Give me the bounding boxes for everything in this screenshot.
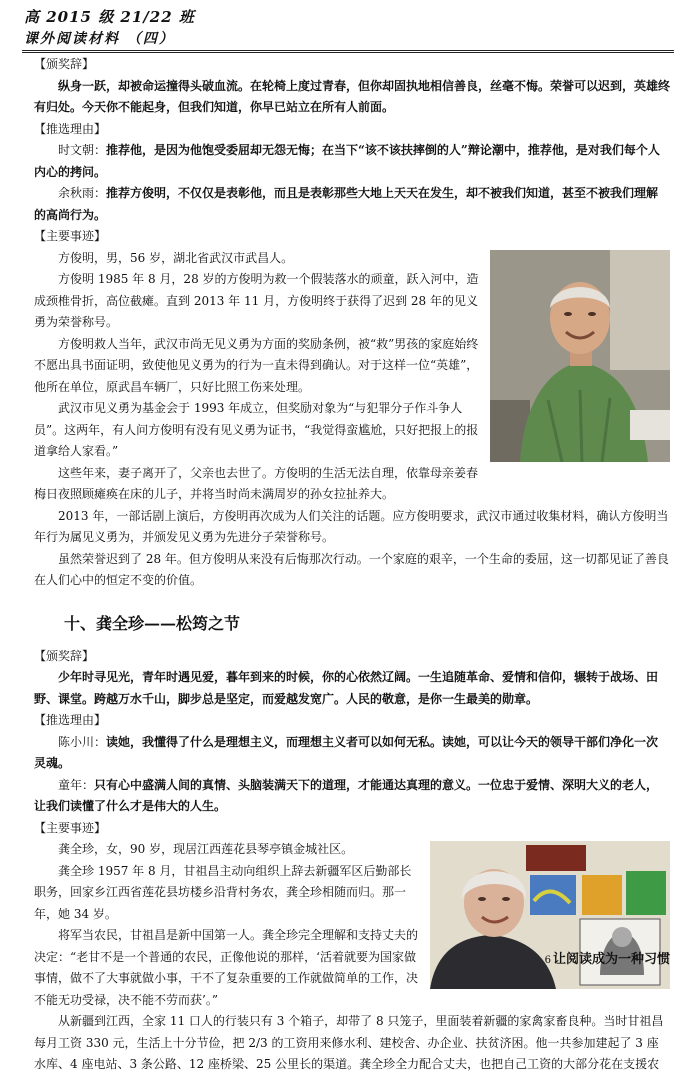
reason-speaker: 余秋雨： (58, 186, 107, 200)
header-class-line: 高 2015 级 21/22 班 (24, 8, 195, 26)
page-number: 6 (544, 955, 551, 966)
deeds-tag: 【主要事迹】 (34, 820, 107, 835)
deeds-paragraph: 将军当农民，甘祖昌是新中国第一人。龚全珍完全理解和支持丈夫的决定：“老甘不是一个普通的农民，正像他说的那样，‘活着就要为国家做事情，做不了大事就做小事，干不了复杂重要的工作就做简单的工作，决不能无功受禄，决不能不劳而获’。” (34, 928, 419, 1007)
header-divider (22, 50, 674, 51)
award-speech-tag: 【颁奖辞】 (34, 648, 95, 663)
award-speech-text: 纵身一跃，却被命运撞得头破血流。在轮椅上度过青春，但你却固执地相信善良，丝毫不悔。荣誉可以迟到，英雄终有归处。今天你不能起身，但我们知道，你早已站立在所有人前面。 (34, 78, 671, 114)
deeds-paragraph: 虽然荣誉迟到了 28 年。但方俊明从来没有后悔那次行动。一个家庭的艰辛，一个生命的委屈，这一切都见证了善良在人们心中的恒定不变的价值。 (34, 551, 669, 587)
portrait-illustration (490, 250, 670, 462)
reason-text: 读她，我懂得了什么是理想主义，而理想主义者可以如何无私。读她，可以让今天的领导干部们净化一次灵魂。 (34, 734, 659, 770)
reason-tag: 【推选理由】 (34, 713, 107, 727)
deeds-paragraph: 方俊明 1985 年 8 月，28 岁的方俊明为救一个假装落水的顽童，跃入河中，造成颈椎骨折，高位截瘫。直到 2013 年 11 月，方俊明终于获得了迟到 28 年的见义勇为荣誉称号。 (34, 272, 479, 329)
reason-text: 推荐他，是因为他饱受委屈却无怨无悔；在当下“该不该扶摔倒的人”辩论潮中，推荐他，是对我们每个人内心的拷问。 (34, 143, 660, 179)
reason-speaker: 时文朝： (58, 143, 107, 157)
deeds-paragraph: 方俊明，男，56 岁，湖北省武汉市武昌人。 (58, 250, 294, 265)
section-title: 十、龚全珍——松筠之节 (64, 613, 241, 633)
deeds-paragraph: 从新疆到江西，全家 11 口人的行装只有 3 个箱子，却带了 8 只笼子，里面装着新疆的家禽家畜良种。当时甘祖昌每月工资 330 元，生活上十分节俭，把 2/3 的工资用来修水利、建校舍、办企业、扶贫济困。他一共参加建起了 3 座水库、4 座电站、3 条公路、12 座桥梁、25 公里长的渠道。龚全珍全力配合丈夫，也把自己工资的大部分花在支援农 (34, 1014, 664, 1071)
deeds-paragraph: 这些年来，妻子离开了，父亲也去世了。方俊明的生活无法自理，依靠母亲姜春梅日夜照顾瘫痪在床的儿子，并将当时尚未满周岁的孙女拉扯养大。 (34, 465, 479, 501)
header-material-title: 课外阅读材料 （四） (24, 31, 175, 47)
photo-fang-junming (490, 250, 670, 462)
header-divider-second (22, 52, 674, 53)
reason-speaker: 童年： (58, 777, 95, 792)
deeds-tag: 【主要事迹】 (34, 229, 107, 243)
reason-paragraph (34, 775, 670, 818)
reason-text: 推荐方俊明，不仅仅是表彰他，而且是表彰那些大地上天天在发生，却不被我们知道，甚至不被我们理解的高尚行为。 (34, 186, 659, 222)
deeds-paragraph: 武汉市见义勇为基金会于 1993 年成立，但奖励对象为“与犯罪分子作斗争人员”。这两年，有人问方俊明有没有见义勇为证书，“我觉得蛮尴尬，只好把报上的报道拿给人家看。” (34, 401, 479, 458)
deeds-paragraph: 2013 年，一部话剧上演后，方俊明再次成为人们关注的话题。应方俊明要求，武汉市通过收集材料，确认方俊明当年行为属见义勇为，并颁发见义勇为先进分子荣誉称号。 (34, 508, 669, 544)
page-footer (545, 948, 670, 967)
deeds-paragraph: 龚全珍 1957 年 8 月，甘祖昌主动向组织上辞去新疆军区后勤部长职务，回家乡江西省莲花县坊楼乡沿背村务农，龚全珍相随而归。那一年，她 34 岁。 (34, 863, 412, 921)
reason-paragraph (34, 183, 670, 226)
page-content (34, 54, 670, 1076)
footer-slogan: 让阅读成为一种习惯 (552, 952, 670, 967)
reason-speaker: 陈小川： (58, 734, 107, 749)
reason-tag: 【推选理由】 (34, 121, 107, 136)
award-speech-text: 少年时寻见光，青年时遇见爱，暮年到来的时候，你的心依然辽阔。一生追随革命、爱情和信仰，辗转于战场、田野、课堂。跨越万水千山，脚步总是坚定，而爱越发宽广。人民的敬意，是你一生最美的勋章。 (34, 670, 659, 706)
deeds-paragraph: 龚全珍，女，90 岁，现居江西莲花县琴亭镇金城社区。 (58, 842, 354, 856)
reason-paragraph (34, 732, 670, 775)
reason-text: 只有心中盛满人间的真情、头脑装满天下的道理，才能通达真理的意义。一位忠于爱情、深明大义的老人，让我们读懂了什么才是伟大的人生。 (34, 777, 659, 813)
deeds-paragraph: 方俊明救人当年，武汉市尚无见义勇为方面的奖励条例，被“救”男孩的家庭始终不愿出具书面证明，致使他见义勇为的行为一直未得到确认。对于这样一位“英雄”，他所在单位，原武昌车辆厂，只好比照工伤来处理。 (34, 336, 479, 394)
reason-paragraph (34, 140, 670, 183)
award-speech-tag: 【颁奖辞】 (34, 57, 95, 71)
